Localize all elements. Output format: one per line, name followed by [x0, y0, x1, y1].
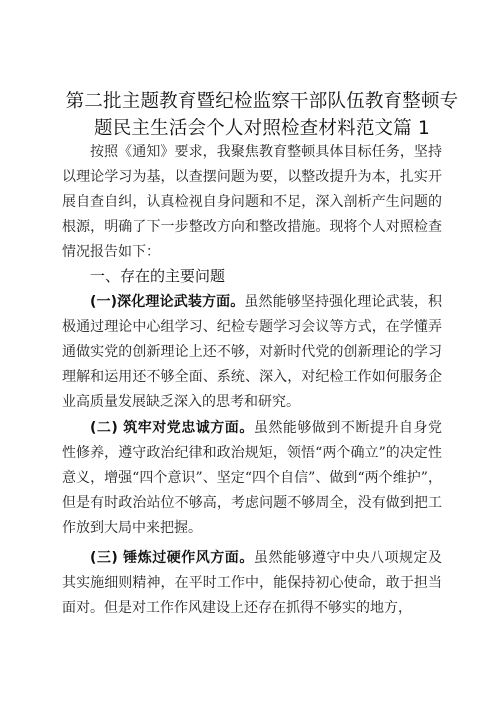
- section-lead-3: (三) 锤炼过硬作风方面。: [90, 550, 254, 566]
- section-heading: 一、存在的主要问题: [90, 267, 226, 285]
- section-paragraph-2: [62, 416, 442, 541]
- section-paragraph-3: [62, 546, 442, 621]
- section-text-1: 虽然能够坚持强化理论武装，积极通过理论中心组学习、纪检专题学习会议等方式，在学懂弄通做实党的创新理论上还不够，对新时代党的创新理论的学习理解和运用还不够全面、系统、深入，对纪检工作如何服务企业高质量发展缺乏深入的思考和研究。: [62, 294, 443, 410]
- section-paragraph-1: [62, 290, 442, 415]
- section-lead-2: (二) 筑牢对党忠诚方面。: [90, 420, 254, 436]
- document-title: 第二批主题教育暨纪检监察干部队伍教育整顿专题民主生活会个人对照检查材料范文篇 1: [65, 91, 459, 139]
- section-lead-1: (一)深化理论武装方面。: [90, 294, 245, 310]
- section-text-2: 虽然能够做到不断提升自身党性修养，遵守政治纪律和政治规矩，领悟“两个确立”的决定性意义，增强“四个意识”、坚定“四个自信”、做到“两个维护”，但是有时政治站位不够高，考虑问题不够周全，没有做到把工作放到大局中来把握。: [62, 420, 443, 536]
- section-text-3: 虽然能够遵守中央八项规定及其实施细则精神，在平时工作中，能保持初心使命，敢于担当面对。但是对工作作风建设上还存在抓得不够实的地方，: [62, 550, 443, 616]
- intro-paragraph: 按照《通知》要求，我聚焦教育整顿具体目标任务，坚持以理论学习为基，以查摆问题为要，以整改提升为本，扎实开展自查自纠，认真检视自身问题和不足，深入剖析产生问题的根源，明确了下一步整改方向和整改措施。现将个人对照检查情况报告如下：: [62, 144, 442, 260]
